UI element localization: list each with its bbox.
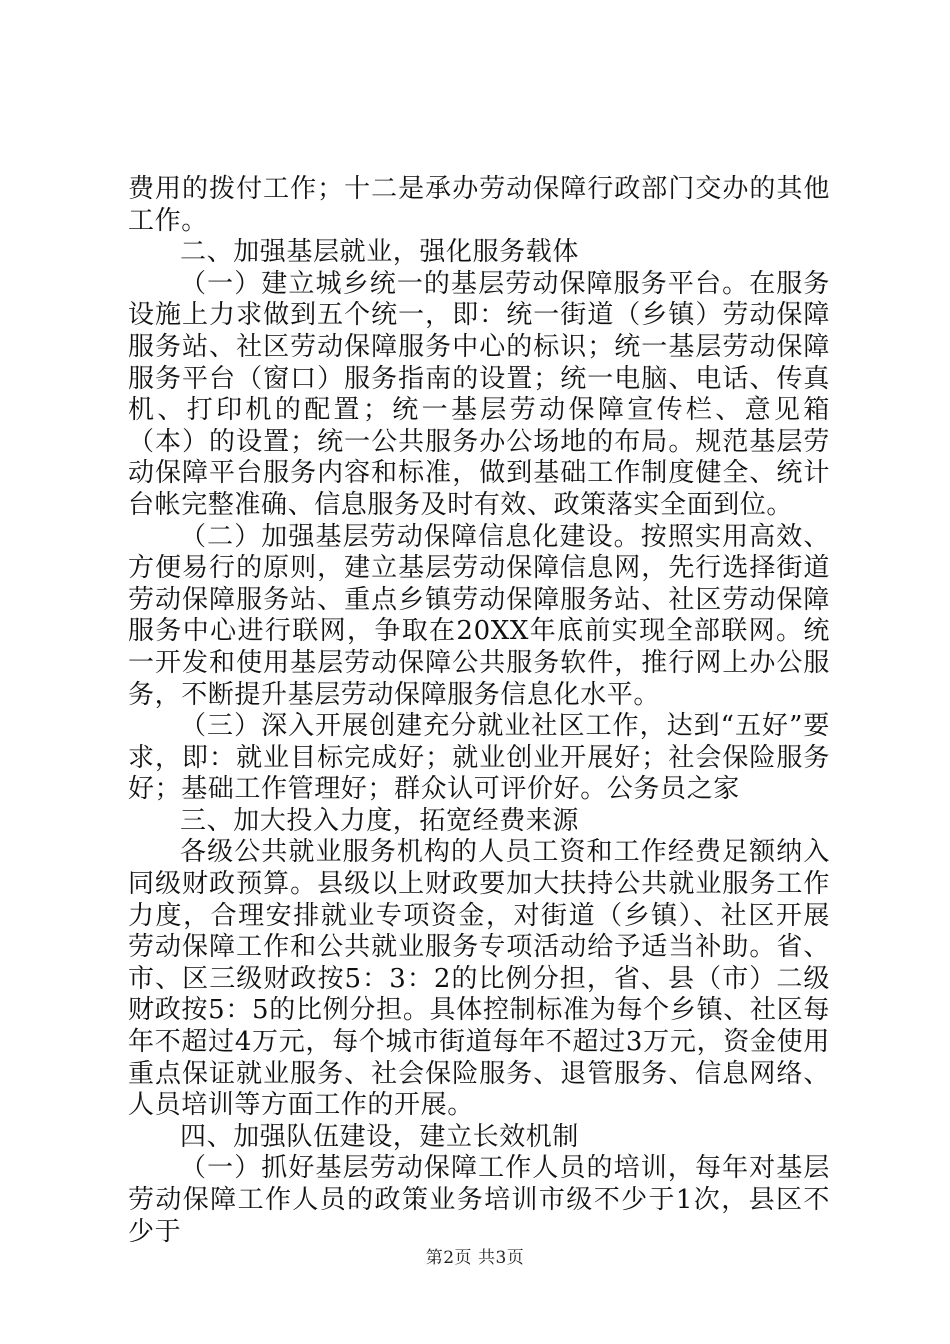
paragraph-2-3: （三）深入开展创建充分就业社区工作，达到“五好”要求，即：就业目标完成好；就业创业开展好；社会保险服务好；基础工作管理好；群众认可评价好。公务员之家: [128, 711, 830, 805]
paragraph-4-1: （一）抓好基层劳动保障工作人员的培训，每年对基层劳动保障工作人员的政策业务培训市级不少于1次，县区不少于: [128, 1153, 830, 1247]
section-heading-2: 二、加强基层就业，强化服务载体: [180, 237, 580, 268]
document-body: [128, 174, 830, 1248]
paragraph-3: 各级公共就业服务机构的人员工资和工作经费足额纳入同级财政预算。县级以上财政要加大扶持公共就业服务工作力度，合理安排就业专项资金，对街道（乡镇）、社区开展劳动保障工作和公共就业服务专项活动给予适当补助。省、市、区三级财政按5：3：2的比例分担，省、县（市）二级财政按5：5的比例分担。具体控制标准为每个乡镇、社区每年不超过4万元，每个城市街道每年不超过3万元，资金使用重点保证就业服务、社会保险服务、退管服务、信息网络、人员培训等方面工作的开展。: [128, 837, 830, 1121]
page-footer: 第2页 共3页: [425, 1248, 525, 1268]
section-heading-3: 三、加大投入力度，拓宽经费来源: [180, 805, 580, 836]
paragraph-2-2: （二）加强基层劳动保障信息化建设。按照实用高效、方便易行的原则，建立基层劳动保障信息网，先行选择街道劳动保障服务站、重点乡镇劳动保障服务站、社区劳动保障服务中心进行联网，争取在20XX年底前实现全部联网。统一开发和使用基层劳动保障公共服务软件，推行网上办公服务，不断提升基层劳动保障服务信息化水平。: [128, 521, 830, 710]
paragraph-1: 费用的拨付工作；十二是承办劳动保障行政部门交办的其他工作。: [128, 174, 830, 236]
section-heading-4: 四、加强队伍建设，建立长效机制: [180, 1121, 580, 1152]
paragraph-2-1: （一）建立城乡统一的基层劳动保障服务平台。在服务设施上力求做到五个统一，即：统一街道（乡镇）劳动保障服务站、社区劳动保障服务中心的标识；统一基层劳动保障服务平台（窗口）服务指南的设置；统一电脑、电话、传真机、打印机的配置；统一基层劳动保障宣传栏、意见箱（本）的设置；统一公共服务办公场地的布局。规范基层劳动保障平台服务内容和标准，做到基础工作制度健全、统计台帐完整准确、信息服务及时有效、政策落实全面到位。: [128, 268, 830, 520]
